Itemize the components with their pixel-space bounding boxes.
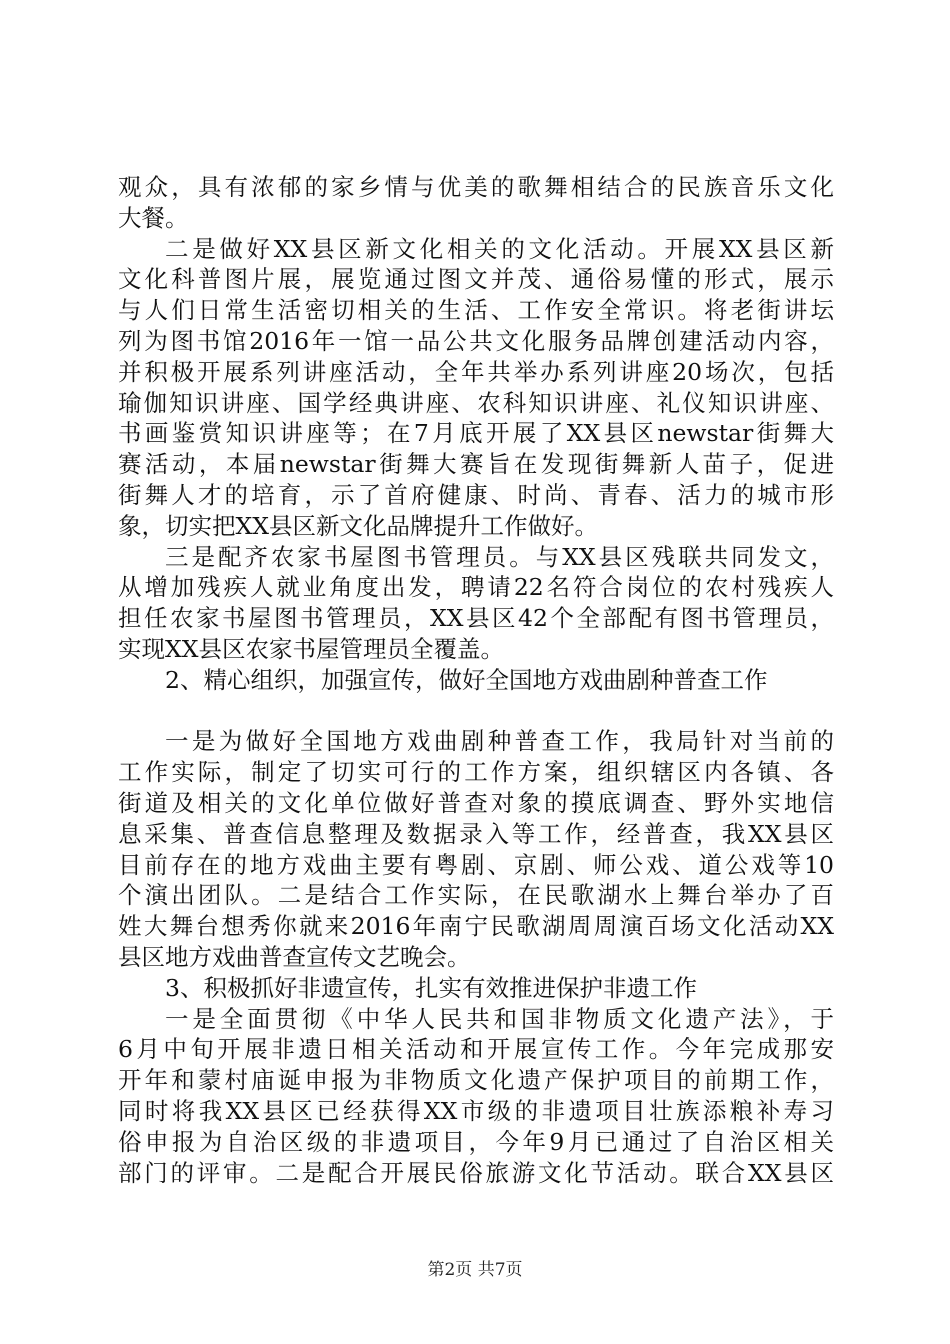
text-line: 街道及相关的文化单位做好普查对象的摸底调查、野外实地信 [118,788,834,817]
text-line: 实现XX县区农家书屋管理员全覆盖。 [118,634,504,663]
text-line: 俗申报为自治区级的非遗项目，今年9月已通过了自治区相关 [118,1127,834,1156]
text-line: 息采集、普查信息整理及数据录入等工作，经普查，我XX县区 [118,819,834,848]
text-line: 从增加残疾人就业角度出发，聘请22名符合岗位的农村残疾人 [118,573,834,602]
section-heading: 3、积极抓好非遗宣传，扎实有效推进保护非遗工作 [165,973,697,1002]
paragraph-start-line: 二是做好XX县区新文化相关的文化活动。开展XX县区新 [165,234,834,263]
text-line: 开年和蒙村庙诞申报为非物质文化遗产保护项目的前期工作， [118,1066,834,1095]
section-heading: 2、精心组织，加强宣传，做好全国地方戏曲剧种普查工作 [165,665,768,694]
text-line: 象，切实把XX县区新文化品牌提升工作做好。 [118,511,598,540]
text-line: 工作实际，制定了切实可行的工作方案，组织辖区内各镇、各 [118,758,834,787]
text-line: 个演出团队。二是结合工作实际，在民歌湖水上舞台举办了百 [118,881,834,910]
paragraph-start-line: 一是为做好全国地方戏曲剧种普查工作，我局针对当前的 [165,727,834,756]
text-line: 大餐。 [118,203,189,232]
text-line: 文化科普图片展，展览通过图文并茂、通俗易懂的形式，展示 [118,265,834,294]
text-line: 瑜伽知识讲座、国学经典讲座、农科知识讲座、礼仪知识讲座、 [118,388,834,417]
text-line: 列为图书馆2016年一馆一品公共文化服务品牌创建活动内容， [118,326,834,355]
text-line: 并积极开展系列讲座活动，全年共举办系列讲座20场次，包括 [118,357,834,386]
page-number-footer: 第2页 共7页 [427,1260,523,1280]
document-body [118,172,834,1188]
text-line: 街舞人才的培育，示了首府健康、时尚、青春、活力的城市形 [118,480,834,509]
paragraph-start-line: 三是配齐农家书屋图书管理员。与XX县区残联共同发文， [165,542,834,571]
text-line: 书画鉴赏知识讲座等；在7月底开展了XX县区newstar街舞大 [118,419,834,448]
text-line: 县区地方戏曲普查宣传文艺晚会。 [118,942,471,971]
text-line: 6月中旬开展非遗日相关活动和开展宣传工作。今年完成那安 [118,1035,834,1064]
text-line: 同时将我XX县区已经获得XX市级的非遗项目壮族添粮补寿习 [118,1096,834,1125]
paragraph-start-line: 一是全面贯彻《中华人民共和国非物质文化遗产法》，于 [165,1004,834,1033]
text-line: 观众，具有浓郁的家乡情与优美的歌舞相结合的民族音乐文化 [118,173,834,201]
text-line: 部门的评审。二是配合开展民俗旅游文化节活动。联合XX县区 [118,1158,834,1187]
blank-line [118,696,834,727]
text-line: 与人们日常生活密切相关的生活、工作安全常识。将老街讲坛 [118,296,834,325]
text-line: 姓大舞台想秀你就来2016年南宁民歌湖周周演百场文化活动XX [118,912,834,941]
text-line: 赛活动，本届newstar街舞大赛旨在发现街舞新人苗子，促进 [118,450,834,479]
text-line: 目前存在的地方戏曲主要有粤剧、京剧、师公戏、道公戏等10 [118,850,834,879]
text-line: 担任农家书屋图书管理员，XX县区42个全部配有图书管理员， [118,604,834,633]
